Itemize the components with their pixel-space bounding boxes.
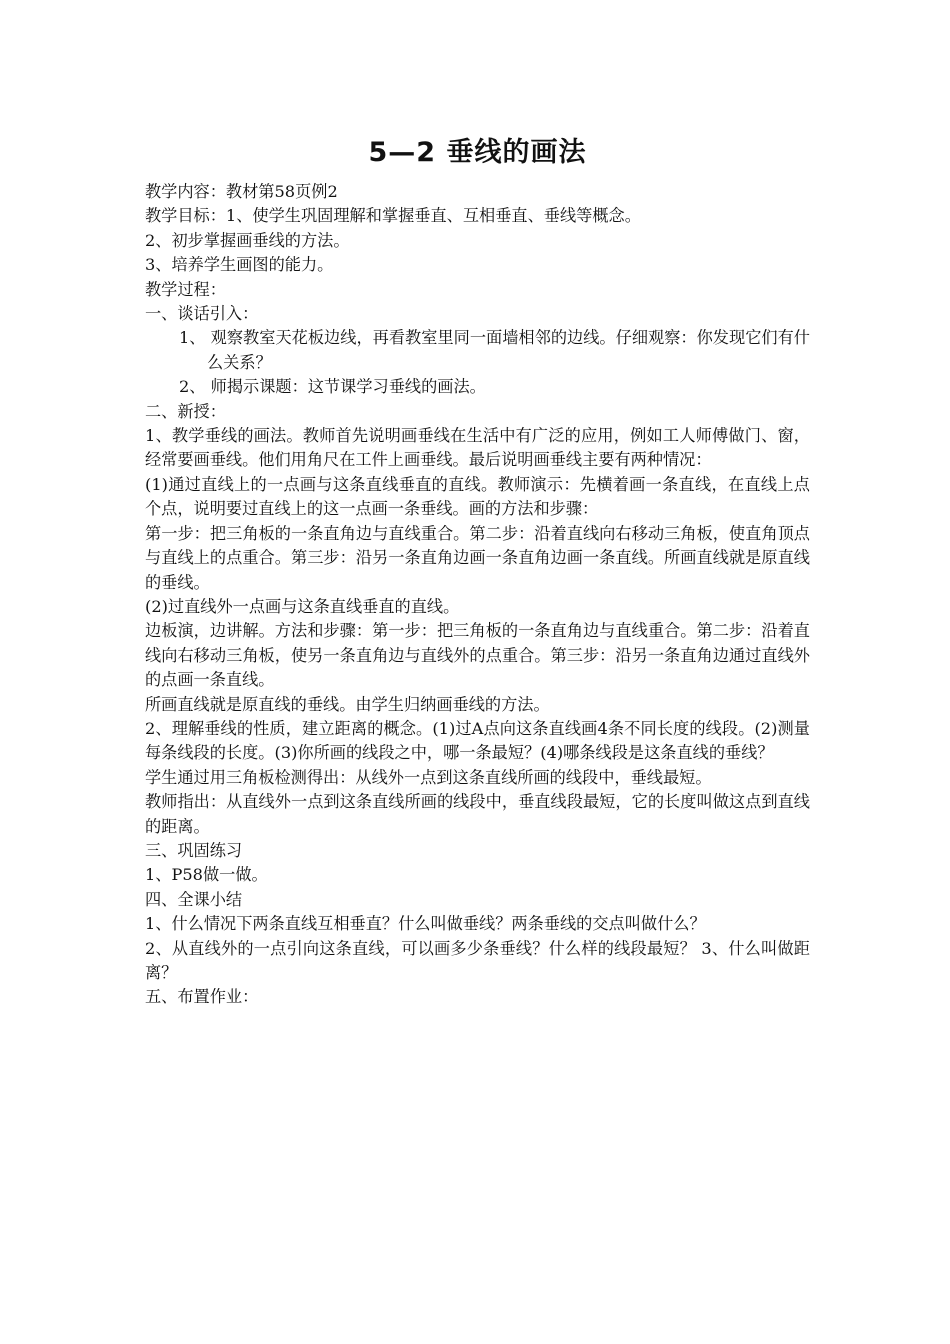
section-3-heading: 三、巩固练习 (145, 840, 243, 860)
page-title: 5—2 垂线的画法 (368, 137, 587, 168)
summary-item-1: 1、什么情况下两条直线互相垂直？什么叫做垂线？两条垂线的交点叫做什么？ (145, 914, 706, 934)
paragraph-5: 边板演，边讲解。方法和步骤：第一步：把三角板的一条直角边与直线重合。第二步：沿着直线向右移动三角板，使另一条直角边与直线外的点重合。第三步：沿另一条直角边通过直线外的点画一条直线。 (145, 621, 810, 690)
teaching-goal-2: 2、初步掌握画垂线的方法。 (145, 230, 350, 250)
paragraph-6: 所画直线就是原直线的垂线。由学生归纳画垂线的方法。 (145, 694, 550, 714)
paragraph-1: 1、教学垂线的画法。教师首先说明画垂线在生活中有广泛的应用，例如工人师傅做门、窗，经常要画垂线。他们用角尺在工件上画垂线。最后说明画垂线主要有两种情况： (145, 426, 810, 470)
section-2-heading: 二、新授： (145, 401, 226, 421)
section-5-heading: 五、布置作业： (145, 987, 259, 1007)
summary-item-2: 2、从直线外的一点引向这条直线，可以画多少条垂线？什么样的线段最短？ 3、什么叫做距离？ (145, 938, 810, 982)
paragraph-7: 2、理解垂线的性质，建立距离的概念。(1)过A点向这条直线画4条不同长度的线段。(2)测量每条线段的长度。(3)你所画的线段之中，哪一条最短？(4)哪条线段是这条直线的垂线？ (145, 718, 810, 763)
paragraph-2: (1)通过直线上的一点画与这条直线垂直的直线。教师演示：先横着画一条直线，在直线上点个点，说明要过直线上的这一点画一条垂线。画的方法和步骤： (145, 474, 810, 519)
paragraph-9: 教师指出：从直线外一点到这条直线所画的线段中，垂直线段最短，它的长度叫做这点到直线的距离。 (145, 792, 810, 836)
document-page (145, 130, 810, 1010)
intro-item-2: 2、 师揭示课题：这节课学习垂线的画法。 (179, 377, 486, 397)
teaching-process-heading: 教学过程： (145, 279, 226, 299)
exercise-item-1: 1、P58做一做。 (145, 865, 268, 885)
paragraph-8: 学生通过用三角板检测得出：从线外一点到这条直线所画的线段中，垂线最短。 (145, 767, 712, 787)
teaching-goal-3: 3、培养学生画图的能力。 (145, 255, 334, 275)
intro-item-1: 1、 观察教室天花板边线，再看教室里同一面墙相邻的边线。仔细观察：你发现它们有什么关系？ (179, 328, 810, 372)
teaching-goal-1: 教学目标：1、使学生巩固理解和掌握垂直、互相垂直、垂线等概念。 (145, 206, 641, 226)
paragraph-3: 第一步：把三角板的一条直角边与直线重合。第二步：沿着直线向右移动三角板，使直角顶点与直线上的点重合。第三步：沿另一条直角边画一条直角边画一条直线。所画直线就是原直线的垂线。 (145, 523, 810, 592)
teaching-content: 教学内容：教材第58页例2 (145, 182, 338, 201)
section-4-heading: 四、全课小结 (145, 889, 243, 909)
paragraph-4: (2)过直线外一点画与这条直线垂直的直线。 (145, 596, 460, 616)
section-1-heading: 一、谈话引入： (145, 304, 259, 324)
